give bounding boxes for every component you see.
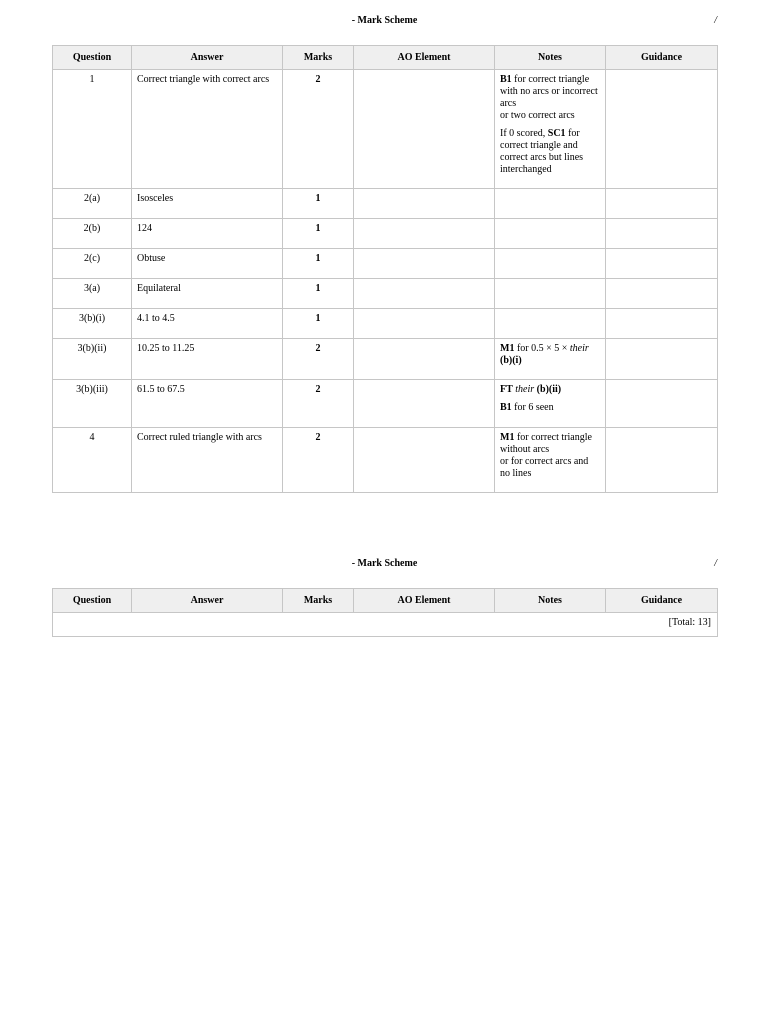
ao-cell xyxy=(354,219,495,249)
marks-cell: 1 xyxy=(283,219,354,249)
answer-cell: 61.5 to 67.5 xyxy=(132,380,283,428)
guidance-cell xyxy=(606,70,718,189)
note-text: for correct triangle and correct arcs but lines interchanged xyxy=(500,128,584,175)
ao-cell xyxy=(354,70,495,189)
note-text: for 0.5 × 5 × xyxy=(514,343,570,354)
column-header-guidance: Guidance xyxy=(606,46,718,70)
marks-cell: 1 xyxy=(283,279,354,309)
guidance-cell xyxy=(606,339,718,380)
table-row xyxy=(53,339,718,380)
table-header-row xyxy=(53,46,718,70)
note-paragraph xyxy=(500,384,600,396)
mark-code: B1 xyxy=(500,74,512,85)
note-text: for correct triangle with no arcs or incorrect arcs xyxy=(500,74,598,109)
column-header-answer: Answer xyxy=(132,46,283,70)
guidance-cell xyxy=(606,249,718,279)
column-header-question: Question xyxy=(53,46,132,70)
question-cell: 3(b)(i) xyxy=(53,309,132,339)
column-header-notes: Notes xyxy=(495,589,606,613)
question-cell: 1 xyxy=(53,70,132,189)
page-title: - Mark Scheme xyxy=(351,15,418,26)
note-reference: (b)(i) xyxy=(500,355,522,366)
ao-cell xyxy=(354,249,495,279)
marks-cell: 2 xyxy=(283,70,354,189)
note-paragraph xyxy=(500,128,600,176)
question-cell: 2(c) xyxy=(53,249,132,279)
page-header xyxy=(52,14,717,28)
marks-cell: 1 xyxy=(283,309,354,339)
answer-cell: Correct ruled triangle with arcs xyxy=(132,428,283,493)
notes-cell xyxy=(495,380,606,428)
question-cell: 4 xyxy=(53,428,132,493)
table-header-row xyxy=(53,589,718,613)
marks-cell: 1 xyxy=(283,189,354,219)
column-header-question: Question xyxy=(53,589,132,613)
notes-cell xyxy=(495,339,606,380)
notes-cell xyxy=(495,219,606,249)
column-header-ao-element: AO Element xyxy=(354,589,495,613)
question-cell: 3(a) xyxy=(53,279,132,309)
answer-cell: 4.1 to 4.5 xyxy=(132,309,283,339)
question-cell: 2(b) xyxy=(53,219,132,249)
ao-cell xyxy=(354,189,495,219)
notes-cell xyxy=(495,249,606,279)
answer-cell: 10.25 to 11.25 xyxy=(132,339,283,380)
ao-cell xyxy=(354,279,495,309)
total-row xyxy=(53,613,718,637)
guidance-cell xyxy=(606,380,718,428)
table-row xyxy=(53,380,718,428)
answer-cell: Equilateral xyxy=(132,279,283,309)
ao-cell xyxy=(354,339,495,380)
note-text: or two correct arcs xyxy=(500,110,575,121)
note-text: or for correct arcs and no lines xyxy=(500,456,589,479)
ao-cell xyxy=(354,309,495,339)
note-emphasis: their xyxy=(515,384,535,395)
table-row xyxy=(53,219,718,249)
page-title: - Mark Scheme xyxy=(351,558,418,569)
answer-cell: Isosceles xyxy=(132,189,283,219)
marks-cell: 2 xyxy=(283,380,354,428)
guidance-cell xyxy=(606,309,718,339)
table-row xyxy=(53,70,718,189)
note-text: for correct triangle without arcs xyxy=(500,432,592,455)
table-row xyxy=(53,279,718,309)
mark-code: SC1 xyxy=(547,128,566,139)
question-cell: 3(b)(iii) xyxy=(53,380,132,428)
notes-cell xyxy=(495,309,606,339)
guidance-cell xyxy=(606,428,718,493)
guidance-cell xyxy=(606,219,718,249)
table-row xyxy=(53,428,718,493)
mark-code: B1 xyxy=(500,402,512,413)
column-header-marks: Marks xyxy=(283,46,354,70)
column-header-answer: Answer xyxy=(132,589,283,613)
note-paragraph xyxy=(500,74,600,122)
notes-cell xyxy=(495,189,606,219)
table-row xyxy=(53,309,718,339)
column-header-ao-element: AO Element xyxy=(354,46,495,70)
total-marks: [Total: 13] xyxy=(53,613,718,637)
marks-cell: 2 xyxy=(283,339,354,380)
note-paragraph xyxy=(500,402,600,414)
table-row xyxy=(53,189,718,219)
mark-code: FT xyxy=(500,384,513,395)
question-cell: 2(a) xyxy=(53,189,132,219)
answer-cell: 124 xyxy=(132,219,283,249)
marks-cell: 2 xyxy=(283,428,354,493)
column-header-marks: Marks xyxy=(283,589,354,613)
column-header-guidance: Guidance xyxy=(606,589,718,613)
mark-scheme-table xyxy=(52,588,718,637)
mark-code: M1 xyxy=(500,432,515,443)
ao-cell xyxy=(354,428,495,493)
table-row xyxy=(53,249,718,279)
mark-scheme-table xyxy=(52,45,718,493)
notes-cell xyxy=(495,428,606,493)
page-header-slash: / xyxy=(714,558,717,569)
mark-code: M1 xyxy=(500,343,515,354)
page-header-slash: / xyxy=(714,15,717,26)
question-cell: 3(b)(ii) xyxy=(53,339,132,380)
notes-cell xyxy=(495,279,606,309)
page-header xyxy=(52,557,717,571)
ao-cell xyxy=(354,380,495,428)
note-reference: (b)(ii) xyxy=(536,384,562,395)
notes-cell xyxy=(495,70,606,189)
note-text: If 0 scored, xyxy=(500,128,548,139)
answer-cell: Correct triangle with correct arcs xyxy=(132,70,283,189)
guidance-cell xyxy=(606,189,718,219)
note-text: for 6 seen xyxy=(511,402,554,413)
guidance-cell xyxy=(606,279,718,309)
note-emphasis: their xyxy=(569,343,589,354)
column-header-notes: Notes xyxy=(495,46,606,70)
answer-cell: Obtuse xyxy=(132,249,283,279)
marks-cell: 1 xyxy=(283,249,354,279)
